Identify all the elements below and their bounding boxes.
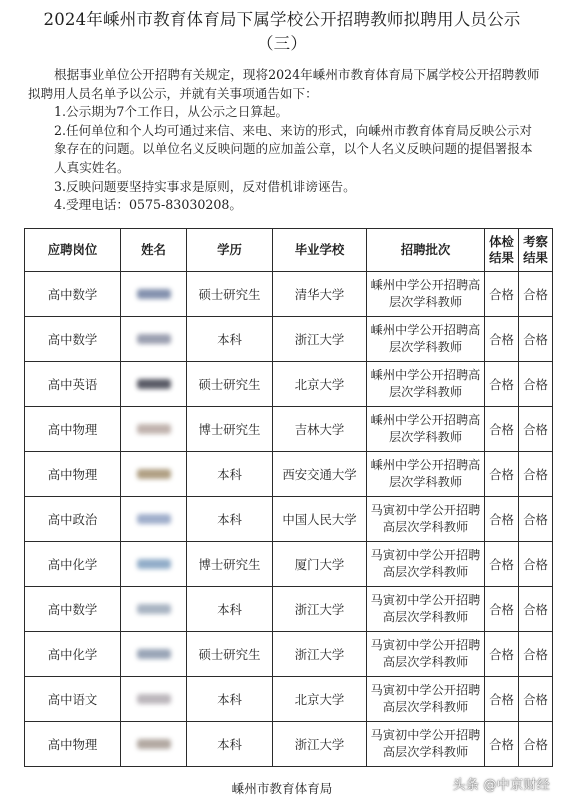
cell-education: 硕士研究生 <box>187 272 273 317</box>
cell-education: 本科 <box>187 587 273 632</box>
cell-inspection: 合格 <box>519 497 553 542</box>
notice-item-4: 4.受理电话：0575-83030208。 <box>54 197 242 213</box>
cell-inspection: 合格 <box>519 317 553 362</box>
cell-name-redacted <box>121 317 187 362</box>
cell-education: 博士研究生 <box>187 407 273 452</box>
cell-position: 高中化学 <box>25 632 121 677</box>
notice-body <box>28 66 540 215</box>
table-row <box>25 677 553 722</box>
table-body <box>25 272 553 767</box>
cell-physical: 合格 <box>485 587 519 632</box>
cell-name-redacted <box>121 362 187 407</box>
table-row <box>25 407 553 452</box>
redacted-name-blur <box>137 559 171 569</box>
cell-education: 硕士研究生 <box>187 362 273 407</box>
source-watermark: 头条 @中京财经 <box>452 778 550 793</box>
cell-school: 清华大学 <box>273 272 367 317</box>
cell-education: 本科 <box>187 452 273 497</box>
title-line-2: （三） <box>256 34 308 53</box>
cell-school: 北京大学 <box>273 677 367 722</box>
cell-education: 硕士研究生 <box>187 632 273 677</box>
cell-physical: 合格 <box>485 632 519 677</box>
cell-education: 博士研究生 <box>187 542 273 587</box>
cell-name-redacted <box>121 722 187 767</box>
table-row <box>25 452 553 497</box>
cell-name-redacted <box>121 407 187 452</box>
redacted-name-blur <box>137 469 171 479</box>
notice-item-2: 2.任何单位和个人均可通过来信、来电、来访的形式，向嵊州市教育体育局反映公示对象存在的问题。以单位名义反映问题的应加盖公章，以个人名义反映问题的提倡署报本人真实姓名。 <box>54 122 533 175</box>
cell-position: 高中英语 <box>25 362 121 407</box>
cell-school: 厦门大学 <box>273 542 367 587</box>
cell-batch: 马寅初中学公开招聘高层次学科教师 <box>367 497 485 542</box>
cell-position: 高中物理 <box>25 452 121 497</box>
cell-inspection: 合格 <box>519 542 553 587</box>
cell-position: 高中数学 <box>25 587 121 632</box>
cell-batch: 嵊州中学公开招聘高层次学科教师 <box>367 362 485 407</box>
cell-inspection: 合格 <box>519 722 553 767</box>
table-row <box>25 632 553 677</box>
redacted-name-blur <box>137 694 171 704</box>
cell-school: 浙江大学 <box>273 317 367 362</box>
redacted-name-blur <box>137 424 171 434</box>
table-row <box>25 722 553 767</box>
cell-position: 高中化学 <box>25 542 121 587</box>
redacted-name-blur <box>137 289 171 299</box>
cell-position: 高中数学 <box>25 317 121 362</box>
cell-name-redacted <box>121 542 187 587</box>
cell-education: 本科 <box>187 722 273 767</box>
cell-school: 北京大学 <box>273 362 367 407</box>
table-row <box>25 542 553 587</box>
cell-education: 本科 <box>187 677 273 722</box>
cell-inspection: 合格 <box>519 452 553 497</box>
title-line-1: 2024年嵊州市教育体育局下属学校公开招聘教师拟聘用人员公示 <box>43 10 521 29</box>
cell-batch: 嵊州中学公开招聘高层次学科教师 <box>367 272 485 317</box>
cell-school: 浙江大学 <box>273 632 367 677</box>
cell-inspection: 合格 <box>519 677 553 722</box>
document-title <box>0 8 564 56</box>
cell-physical: 合格 <box>485 362 519 407</box>
cell-name-redacted <box>121 677 187 722</box>
header-batch: 招聘批次 <box>367 229 485 272</box>
cell-name-redacted <box>121 497 187 542</box>
cell-school: 吉林大学 <box>273 407 367 452</box>
cell-school: 中国人民大学 <box>273 497 367 542</box>
header-inspection: 考察结果 <box>519 229 553 272</box>
header-position: 应聘岗位 <box>25 229 121 272</box>
cell-name-redacted <box>121 272 187 317</box>
notice-item-1: 1.公示期为7个工作日，从公示之日算起。 <box>54 104 289 120</box>
header-name: 姓名 <box>121 229 187 272</box>
table-row <box>25 317 553 362</box>
cell-batch: 马寅初中学公开招聘高层次学科教师 <box>367 587 485 632</box>
table-row <box>25 587 553 632</box>
cell-school: 西安交通大学 <box>273 452 367 497</box>
cell-batch: 嵊州中学公开招聘高层次学科教师 <box>367 407 485 452</box>
table-row <box>25 272 553 317</box>
cell-position: 高中物理 <box>25 722 121 767</box>
cell-position: 高中政治 <box>25 497 121 542</box>
redacted-name-blur <box>137 334 171 344</box>
cell-batch: 马寅初中学公开招聘高层次学科教师 <box>367 677 485 722</box>
cell-inspection: 合格 <box>519 632 553 677</box>
cell-physical: 合格 <box>485 272 519 317</box>
footer-org: 嵊州市教育体育局 <box>231 781 333 796</box>
cell-physical: 合格 <box>485 677 519 722</box>
table-row <box>25 362 553 407</box>
redacted-name-blur <box>137 604 171 614</box>
cell-school: 浙江大学 <box>273 722 367 767</box>
redacted-name-blur <box>137 379 171 389</box>
candidate-table <box>24 228 553 767</box>
header-education: 学历 <box>187 229 273 272</box>
notice-intro: 根据事业单位公开招聘有关规定，现将2024年嵊州市教育体育局下属学校公开招聘教师拟聘用人员名单予以公示，并就有关事项通告如下： <box>28 67 540 101</box>
cell-batch: 马寅初中学公开招聘高层次学科教师 <box>367 632 485 677</box>
cell-name-redacted <box>121 632 187 677</box>
cell-physical: 合格 <box>485 722 519 767</box>
cell-physical: 合格 <box>485 317 519 362</box>
table-row <box>25 497 553 542</box>
cell-batch: 马寅初中学公开招聘高层次学科教师 <box>367 722 485 767</box>
cell-name-redacted <box>121 452 187 497</box>
redacted-name-blur <box>137 739 171 749</box>
cell-inspection: 合格 <box>519 407 553 452</box>
cell-inspection: 合格 <box>519 272 553 317</box>
cell-batch: 马寅初中学公开招聘高层次学科教师 <box>367 542 485 587</box>
cell-position: 高中物理 <box>25 407 121 452</box>
header-school: 毕业学校 <box>273 229 367 272</box>
cell-education: 本科 <box>187 317 273 362</box>
cell-physical: 合格 <box>485 407 519 452</box>
redacted-name-blur <box>137 649 171 659</box>
redacted-name-blur <box>137 514 171 524</box>
cell-physical: 合格 <box>485 497 519 542</box>
notice-item-3: 3.反映问题要坚持实事求是原则，反对借机诽谤诬告。 <box>54 178 356 194</box>
cell-batch: 嵊州中学公开招聘高层次学科教师 <box>367 452 485 497</box>
cell-inspection: 合格 <box>519 587 553 632</box>
cell-name-redacted <box>121 587 187 632</box>
cell-batch: 嵊州中学公开招聘高层次学科教师 <box>367 317 485 362</box>
cell-position: 高中语文 <box>25 677 121 722</box>
table-header-row <box>25 229 553 272</box>
cell-position: 高中数学 <box>25 272 121 317</box>
cell-physical: 合格 <box>485 452 519 497</box>
header-physical: 体检结果 <box>485 229 519 272</box>
cell-education: 本科 <box>187 497 273 542</box>
cell-school: 浙江大学 <box>273 587 367 632</box>
cell-inspection: 合格 <box>519 362 553 407</box>
cell-physical: 合格 <box>485 542 519 587</box>
